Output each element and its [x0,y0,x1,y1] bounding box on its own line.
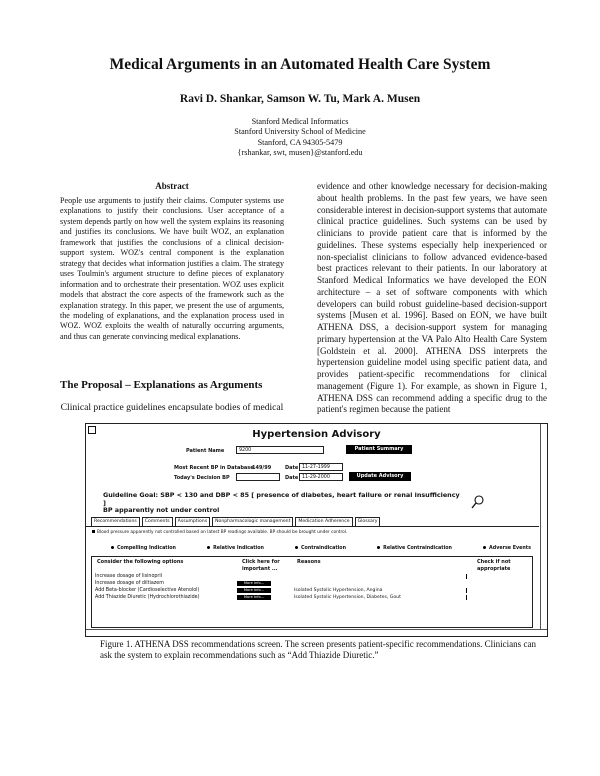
update-advisory-button[interactable]: Update Advisory [349,472,411,481]
tab-divider [86,526,539,527]
tab-comments[interactable]: Comments [142,517,173,526]
radio-dot-icon [295,546,298,549]
check-mark[interactable] [466,574,467,579]
patient-name-field[interactable]: 9200 [236,446,324,454]
check-column-header-2: appropriate [477,566,511,572]
window-title: Hypertension Advisory [252,429,381,440]
patient-summary-button[interactable]: Patient Summary [346,445,412,454]
option-row: Add Thiazide Diuretic (Hydrochlorothiazide) [95,595,200,600]
paper-title: Medical Arguments in an Automated Health Care System [109,56,491,73]
radio-dot-icon [111,546,114,549]
reason-text: Isolated Systolic Hypertension, Diabetes, Gout [294,595,401,600]
right-column [317,181,547,416]
affiliation-line: Stanford Medical Informatics [251,117,349,126]
recent-bp-label: Most Recent BP in Database [174,465,254,471]
radio-relative-indication[interactable] [207,546,264,551]
radio-compelling-indication[interactable] [111,546,176,551]
recent-bp-date-label: Date [285,465,299,471]
section-heading: The Proposal – Explanations as Arguments [60,379,263,391]
tab-recommendations[interactable]: Recommendations [91,517,140,526]
recent-bp-value: 149/99 [252,465,272,471]
tab-glossary[interactable]: Glossary [355,517,381,526]
guideline-goal-text: Guideline Goal: SBP < 130 and DBP < 85 [ presence of diabetes, heart failure or renal insufficiency ] [103,491,460,507]
todays-bp-date-field[interactable]: 11-29-2000 [299,473,343,481]
radio-adverse-events[interactable] [483,546,531,551]
section-intro-text: Clinical practice guidelines encapsulate bodies of medical [60,402,284,413]
option-row: Increase dosage of diltiazem [95,581,164,586]
radio-dot-icon [483,546,486,549]
figure-caption: Figure 1. ATHENA DSS recommendations screen. The screen presents patient-specific recommendations. Clinicians can ask the system to explain recommendations such as “Add Thiazide Diuretic.” [100,639,536,661]
left-column [60,181,284,342]
check-column-header: Check if not [477,559,511,565]
radio-label: Relative Indication [213,546,264,551]
bp-control-status: BP apparently not under control [103,506,220,514]
tab-medication-adherence[interactable]: Medication Adherence [295,517,352,526]
affiliation-email[interactable]: {rshankar, swt, musen}@stanford.edu [237,148,363,158]
more-info-button[interactable]: More Info... [237,588,271,593]
radio-label: Contraindication [301,546,347,551]
right-column-text: evidence and other knowledge necessary for decision-making about health problems. In the past few years, we have seen considerable interest in decision-support systems that automate clinical practice guidelines. Such systems can be used by clinicians to provide patient care that is informed by the guidelines. These systems especially help inexperienced or non-specialist clinicians to follow advanced evidence-based best practices relevant to their patients. In our laboratory at Stanford Medical Informatics we have developed the EON architecture – a set of software components with which developers can build robust guideline-based decision-support systems [Musen et al. 1996]. Based on EON, we have built ATHENA DSS, a decision-support system for managing primary hypertension at the VA Palo Alto Health Care System [Goldstein et al. 2000]. ATHENA DSS interprets the hypertension guideline model using specific patient data, and provides patient-specific recommendations for clinical management (Figure 1). For example, as shown in Figure 1, ATHENA DSS can recommend adding a specific drug to the patient's regimen because the patient [317,181,547,415]
radio-relative-contraindication[interactable] [377,546,452,551]
click-column-header: Click here for [242,559,280,565]
more-info-button[interactable]: More Info... [237,581,271,586]
tab-assumptions[interactable]: Assumptions [175,517,210,526]
abstract-heading: Abstract [155,181,189,191]
check-mark[interactable] [466,588,467,593]
option-row: Add Beta-blocker (Cardioselective Atenolol) [95,588,200,593]
option-row: Increase dosage of lisinopril [95,574,163,579]
indication-radio-group [111,546,531,551]
status-message [92,530,347,535]
click-column-header-2: important ... [242,566,278,572]
horizontal-scrollbar[interactable] [86,629,547,636]
radio-contraindication[interactable] [295,546,346,551]
tab-bar [91,517,382,526]
radio-dot-icon [377,546,380,549]
options-column-header: Consider the following options [97,559,184,565]
radio-label: Adverse Events [489,546,531,551]
radio-dot-icon [207,546,210,549]
paper-authors: Ravi D. Shankar, Samson W. Tu, Mark A. Musen [179,93,421,105]
abstract-body: People use arguments to justify their claims. Computer systems use explanations to justify their conclusions. User acceptance of a system depends partly on how well the system explains its reasoning and justifies its conclusions. We have built WOZ, an explanation framework that justifies the conclusions of a clinical decision-support system. WOZ's central component is the explanation strategy that decides what information justifies a claim. The strategy uses Toulmin's argument structure to define pieces of explanatory information and to orchestrate their presentation. WOZ uses explicit models that abstract the core aspects of the framework such as the explanation strategy. In this paper, we present the use of arguments, the modeling of explanations, and the explanation process used in WOZ. WOZ exploits the wealth of naturally occurring arguments, and thus can generate convincing medical explanations. [60,196,284,341]
todays-bp-field[interactable] [236,473,280,481]
affiliation-line: Stanford, CA 94305-5479 [257,137,343,147]
reasons-column-header: Reasons [297,559,321,565]
reason-text: Isolated Systolic Hypertension, Angina [294,588,383,593]
radio-label: Compelling Indication [117,546,176,551]
todays-bp-date-label: Date [285,475,299,481]
todays-bp-label: Today's Decision BP [174,475,230,481]
options-panel [91,556,533,628]
affiliation-block [0,117,600,159]
more-info-button[interactable]: More Info... [237,595,271,600]
athena-dss-screenshot [85,423,548,637]
guideline-goal [103,492,463,515]
status-square-icon [92,530,95,533]
affiliation-line: Stanford University School of Medicine [234,127,366,137]
radio-label: Relative Contraindication [383,546,452,551]
vertical-scrollbar[interactable] [540,424,547,629]
tab-nonpharmacologic[interactable]: Nonpharmacologic management [212,517,293,526]
status-text: Blood pressure apparently not controlled based on latest BP readings available. BP should be brought under control. [97,530,348,535]
check-mark[interactable] [466,595,467,600]
recent-bp-date-field[interactable]: 11-27-1999 [299,463,343,471]
magnifier-icon[interactable] [470,494,486,510]
patient-name-label: Patient Name [186,448,225,454]
